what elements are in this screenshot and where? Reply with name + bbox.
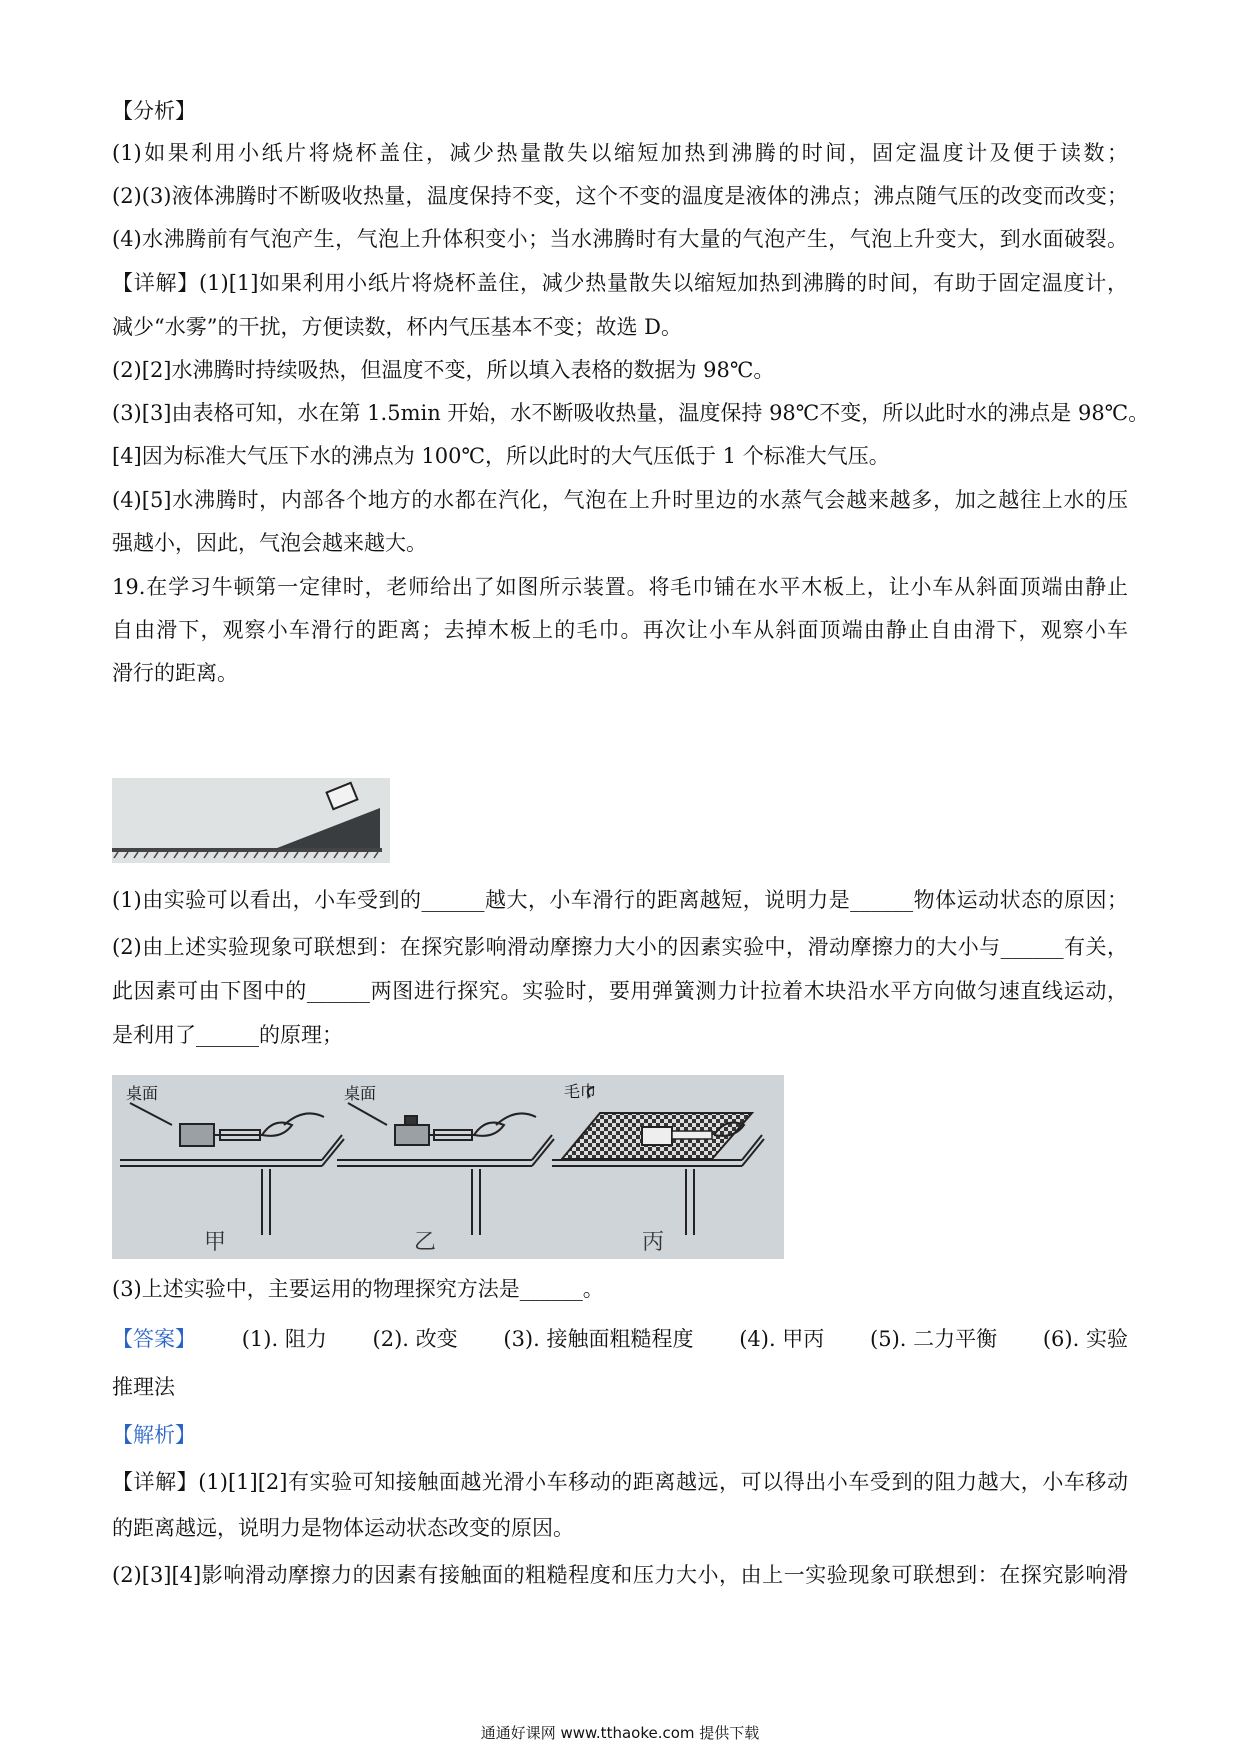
answer-tail: 推理法 (112, 1375, 175, 1399)
detail-line-7: 强越小，因此，气泡会越来越大。 (112, 531, 427, 555)
answer-item-5: (5). 二力平衡 (870, 1327, 998, 1351)
detail-line-6: (4)[5]水沸腾时，内部各个地方的水都在汽化，气泡在上升时里边的水蒸气会越来越多，加之越往上水的压 (112, 488, 1128, 512)
q19-sub-2a: (2)由上述实验现象可联想到：在探究影响滑动摩擦力大小的因素实验中，滑动摩擦力的大小与______有关， (112, 935, 1128, 959)
detail-line-4: (3)[3]由表格可知，水在第 1.5min 开始，水不断吸收热量，温度保持 98℃不变，所以此时水的沸点是 98℃。 (112, 401, 1150, 425)
label-desk-1: 桌面 (126, 1084, 159, 1103)
q19-line-1: 19.在学习牛顿第一定律时，老师给出了如图所示装置。将毛巾铺在水平木板上，让小车从斜面顶端由静止 (112, 575, 1128, 599)
solution-line-2: 的距离越远，说明力是物体运动状态改变的原因。 (112, 1516, 574, 1540)
answer-item-2: (2). 改变 (372, 1327, 458, 1351)
q19-sub-2b: 此因素可由下图中的______两图进行探究。实验时，要用弹簧测力计拉着木块沿水平方向做匀速直线运动， (112, 979, 1128, 1003)
analysis-heading: 【分析】 (112, 99, 196, 123)
incline-figure (112, 778, 390, 863)
q19-sub-1: (1)由实验可以看出，小车受到的______越大，小车滑行的距离越短，说明力是______物体运动状态的原因； (112, 888, 1128, 912)
label-bing: 丙 (642, 1230, 665, 1255)
detail-line-2: 减少“水雾”的干扰，方便读数，杯内气压基本不变；故选 D。 (112, 315, 682, 339)
analysis-p2: (2)(3)液体沸腾时不断吸收热量，温度保持不变，这个不变的温度是液体的沸点；沸点随气压的改变而改变； (112, 184, 1128, 208)
detail-line-1: 【详解】(1)[1]如果利用小纸片将烧杯盖住，减少热量散失以缩短加热到沸腾的时间，有助于固定温度计， (112, 271, 1128, 295)
solution-heading: 【解析】 (112, 1423, 196, 1447)
q19-line-3: 滑行的距离。 (112, 661, 238, 685)
label-jia: 甲 (204, 1230, 227, 1255)
analysis-p1: (1)如果利用小纸片将烧杯盖住，减少热量散失以缩短加热到沸腾的时间，固定温度计及便于读数； (112, 141, 1128, 165)
answer-row (112, 1324, 1128, 1354)
label-towel: 毛巾 (564, 1082, 597, 1101)
friction-figure (112, 1075, 784, 1259)
label-yi: 乙 (414, 1230, 437, 1255)
answer-item-1: (1). 阻力 (241, 1327, 327, 1351)
answer-heading: 【答案】 (112, 1327, 196, 1351)
answer-item-3: (3). 接触面粗糙程度 (503, 1327, 694, 1351)
analysis-p3: (4)水沸腾前有气泡产生，气泡上升体积变小；当水沸腾时有大量的气泡产生，气泡上升变大，到水面破裂。 (112, 227, 1128, 251)
page-footer: 通通好课网 www.tthaoke.com 提供下载 (480, 1724, 760, 1742)
q19-sub-2c: 是利用了______的原理； (112, 1023, 343, 1047)
detail-line-5: [4]因为标准大气压下水的沸点为 100℃，所以此时的大气压低于 1 个标准大气压。 (112, 444, 890, 468)
label-desk-2: 桌面 (344, 1084, 377, 1103)
answer-item-4: (4). 甲丙 (739, 1327, 825, 1351)
answer-item-6: (6). 实验 (1042, 1327, 1128, 1351)
detail-line-3: (2)[2]水沸腾时持续吸热，但温度不变，所以填入表格的数据为 98℃。 (112, 358, 775, 382)
solution-line-3: (2)[3][4]影响滑动摩擦力的因素有接触面的粗糙程度和压力大小，由上一实验现象可联想到：在探究影响滑 (112, 1563, 1128, 1587)
solution-line-1: 【详解】(1)[1][2]有实验可知接触面越光滑小车移动的距离越远，可以得出小车受到的阻力越大，小车移动 (112, 1470, 1128, 1494)
q19-line-2: 自由滑下，观察小车滑行的距离；去掉木板上的毛巾。再次让小车从斜面顶端由静止自由滑下，观察小车 (112, 618, 1128, 642)
q19-sub-3: (3)上述实验中，主要运用的物理探究方法是______。 (112, 1277, 604, 1301)
